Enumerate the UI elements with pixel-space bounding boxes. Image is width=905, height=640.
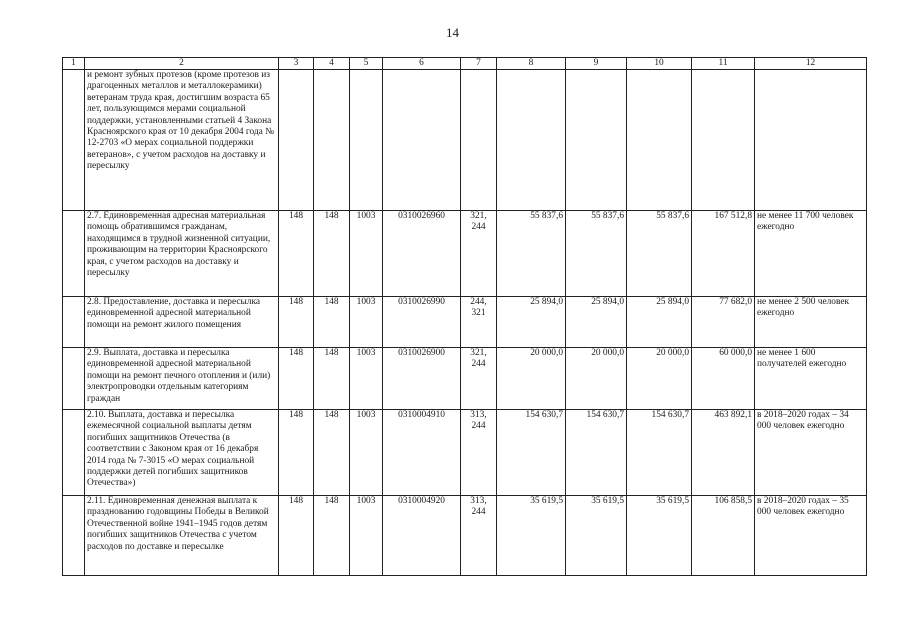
table-cell: 1003 [350, 211, 383, 297]
amount-cell: 106 858,5 [692, 496, 755, 576]
page-number: 14 [446, 25, 459, 40]
table-cell [461, 70, 497, 211]
row-description: и ремонт зубных протезов (кроме протезов из драгоценных металлов и металлокерамики) ветеранам труда края, достигшим возраста 65 лет, пользующимся мерами социальной поддержки, установленными статьей 4 Закона Красноярского края от 10 декабря 2004 года № 12-2703 «О мерах социальной поддержки ветеранов», с учетом расходов на доставку и пересылку [85, 70, 279, 211]
header-cell: 10 [627, 58, 692, 70]
table-cell [279, 70, 314, 211]
row-description: 2.9. Выплата, доставка и пересылка единовременной адресной материальной помощи на ремонт печного отопления и (или) электропроводки отдельным категориям граждан [85, 348, 279, 410]
header-cell: 11 [692, 58, 755, 70]
result-cell: в 2018–2020 годах – 35 000 человек ежегодно [755, 496, 867, 576]
result-cell: не менее 11 700 человек ежегодно [755, 211, 867, 297]
table-cell [63, 70, 85, 211]
header-cell: 3 [279, 58, 314, 70]
table-cell: 148 [279, 211, 314, 297]
result-cell: не менее 1 600 получателей ежегодно [755, 348, 867, 410]
table-cell: 0310026960 [383, 211, 461, 297]
amount-cell: 20 000,0 [566, 348, 627, 410]
table-cell: 0310026900 [383, 348, 461, 410]
row-description: 2.7. Единовременная адресная материальная помощь обратившимся гражданам, находящимся в трудной жизненной ситуации, проживающим на территории Красноярского края, с учетом расходов на доставку и пересылку [85, 211, 279, 297]
table-cell: 313, 244 [461, 496, 497, 576]
table-cell [63, 410, 85, 496]
table-cell: 148 [314, 297, 350, 348]
budget-table [62, 57, 867, 576]
amount-cell: 55 837,6 [627, 211, 692, 297]
header-cell: 2 [85, 58, 279, 70]
table-cell [755, 70, 867, 211]
table-cell [692, 70, 755, 211]
header-cell: 5 [350, 58, 383, 70]
header-cell: 12 [755, 58, 867, 70]
table-cell [566, 70, 627, 211]
table-cell [63, 297, 85, 348]
header-cell: 8 [497, 58, 566, 70]
amount-cell: 55 837,6 [497, 211, 566, 297]
table-row-continuation [63, 70, 867, 211]
table-cell: 321, 244 [461, 348, 497, 410]
header-cell: 4 [314, 58, 350, 70]
amount-cell: 20 000,0 [497, 348, 566, 410]
amount-cell: 35 619,5 [497, 496, 566, 576]
table-cell [314, 70, 350, 211]
table-row [63, 348, 867, 410]
table-row [63, 297, 867, 348]
header-cell: 7 [461, 58, 497, 70]
table-cell [627, 70, 692, 211]
amount-cell: 35 619,5 [566, 496, 627, 576]
table-cell [63, 496, 85, 576]
table-cell: 321, 244 [461, 211, 497, 297]
amount-cell: 20 000,0 [627, 348, 692, 410]
table-cell: 1003 [350, 348, 383, 410]
table-cell: 148 [314, 410, 350, 496]
table-cell: 1003 [350, 297, 383, 348]
row-description: 2.10. Выплата, доставка и пересылка ежемесячной социальной выплаты детям погибших защитников Отечества (в соответствии с Законом края от 16 декабря 2014 года № 7-3015 «О мерах социальной поддержки детей погибших защитников Отечества») [85, 410, 279, 496]
table-cell: 148 [314, 211, 350, 297]
result-cell: не менее 2 500 человек ежегодно [755, 297, 867, 348]
table-cell [350, 70, 383, 211]
amount-cell: 77 682,0 [692, 297, 755, 348]
amount-cell: 154 630,7 [566, 410, 627, 496]
row-description: 2.8. Предоставление, доставка и пересылка единовременной адресной материальной помощи на ремонт жилого помещения [85, 297, 279, 348]
amount-cell: 154 630,7 [627, 410, 692, 496]
header-cell: 6 [383, 58, 461, 70]
result-cell: в 2018–2020 годах – 34 000 человек ежегодно [755, 410, 867, 496]
row-description: 2.11. Единовременная денежная выплата к празднованию годовщины Победы в Великой Отечественной войне 1941–1945 годов детям погибших защитников Отечества с учетом расходов по доставке и пересылке [85, 496, 279, 576]
table-row [63, 410, 867, 496]
amount-cell: 463 892,1 [692, 410, 755, 496]
amount-cell: 60 000,0 [692, 348, 755, 410]
table-cell [497, 70, 566, 211]
amount-cell: 55 837,6 [566, 211, 627, 297]
table-cell: 244, 321 [461, 297, 497, 348]
amount-cell: 25 894,0 [627, 297, 692, 348]
table-cell: 1003 [350, 410, 383, 496]
table-row [63, 496, 867, 576]
amount-cell: 154 630,7 [497, 410, 566, 496]
header-row [63, 58, 867, 70]
table-row [63, 211, 867, 297]
table-cell: 148 [279, 496, 314, 576]
table-cell: 148 [314, 496, 350, 576]
amount-cell: 25 894,0 [497, 297, 566, 348]
header-cell: 1 [63, 58, 85, 70]
header-cell: 9 [566, 58, 627, 70]
amount-cell: 35 619,5 [627, 496, 692, 576]
amount-cell: 25 894,0 [566, 297, 627, 348]
amount-cell: 167 512,8 [692, 211, 755, 297]
table-cell: 148 [279, 297, 314, 348]
table-cell: 0310026990 [383, 297, 461, 348]
table-cell: 0310004910 [383, 410, 461, 496]
table-cell: 148 [279, 348, 314, 410]
table-cell: 148 [314, 348, 350, 410]
table-cell: 0310004920 [383, 496, 461, 576]
table-cell [63, 348, 85, 410]
table-cell: 148 [279, 410, 314, 496]
table-cell [63, 211, 85, 297]
table-cell: 313, 244 [461, 410, 497, 496]
table-cell [383, 70, 461, 211]
table-cell: 1003 [350, 496, 383, 576]
